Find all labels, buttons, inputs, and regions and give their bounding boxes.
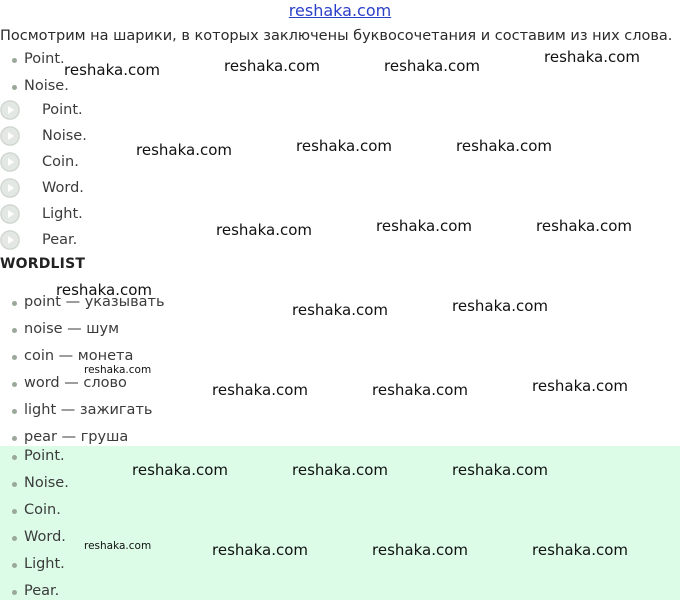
list-item-label: Point. [24, 51, 65, 67]
wordlist-item-label: word — слово [24, 375, 127, 391]
watermark: reshaka.com [56, 281, 152, 299]
audio-item [0, 97, 87, 123]
wordlist-item-label: coin — монета [24, 348, 134, 364]
bullet-dot-icon [12, 482, 17, 487]
watermark: reshaka.com [224, 57, 320, 75]
audio-word-list [0, 97, 87, 253]
bullet-dot-icon [12, 536, 17, 541]
bullet-dot-icon [12, 355, 17, 360]
watermark: reshaka.com [292, 301, 388, 319]
wordlist-item-label: light — зажигать [24, 402, 153, 418]
answer-item [0, 497, 69, 524]
answer-item-label: Coin. [24, 502, 61, 518]
play-icon[interactable] [0, 178, 20, 198]
audio-item [0, 123, 87, 149]
watermark: reshaka.com [376, 217, 472, 235]
bullet-dot-icon [12, 590, 17, 595]
bullet-dot-icon [12, 409, 17, 414]
answer-item-label: Pear. [24, 583, 60, 599]
audio-item-label: Coin. [42, 154, 79, 170]
watermark: reshaka.com [372, 541, 468, 559]
answer-item-label: Point. [24, 448, 65, 464]
list-item-label: Noise. [24, 78, 69, 94]
audio-item-label: Noise. [42, 128, 87, 144]
wordlist-item-label: point — указывать [24, 294, 165, 310]
watermark: reshaka.com [212, 381, 308, 399]
bullet-dot-icon [12, 58, 17, 63]
watermark: reshaka.com [544, 48, 640, 66]
wordlist-item-label: noise — шум [24, 321, 120, 337]
audio-item-label: Word. [42, 180, 84, 196]
watermark: reshaka.com [456, 137, 552, 155]
answer-item-label: Noise. [24, 475, 69, 491]
audio-item-label: Point. [42, 102, 83, 118]
intro-text: Посмотрим на шарики, в которых заключены буквосочетания и составим из них слова. [0, 28, 673, 44]
watermark: reshaka.com [532, 541, 628, 559]
audio-item [0, 227, 87, 253]
watermark: reshaka.com [292, 461, 388, 479]
wordlist-item [0, 316, 165, 343]
watermark: reshaka.com [452, 461, 548, 479]
answer-item [0, 578, 69, 605]
watermark: reshaka.com [132, 461, 228, 479]
watermark: reshaka.com [384, 57, 480, 75]
bullet-dot-icon [12, 328, 17, 333]
audio-item-label: Pear. [42, 232, 78, 248]
bullet-dot-icon [12, 509, 17, 514]
list-item [0, 46, 69, 73]
list-item [0, 73, 69, 100]
bullet-dot-icon [12, 455, 17, 460]
answer-item [0, 524, 69, 551]
watermark: reshaka.com [212, 541, 308, 559]
top-word-list [0, 46, 69, 100]
audio-item-label: Light. [42, 206, 83, 222]
watermark: reshaka.com [136, 141, 232, 159]
answer-item [0, 470, 69, 497]
answer-item-label: Light. [24, 556, 65, 572]
watermark: reshaka.com [372, 381, 468, 399]
audio-item [0, 201, 87, 227]
watermark: reshaka.com [452, 297, 548, 315]
answer-item [0, 443, 69, 470]
play-icon[interactable] [0, 126, 20, 146]
bullet-dot-icon [12, 382, 17, 387]
watermark: reshaka.com [64, 61, 160, 79]
play-icon[interactable] [0, 152, 20, 172]
play-icon[interactable] [0, 204, 20, 224]
watermark: reshaka.com [84, 540, 152, 552]
answer-item-label: Word. [24, 529, 66, 545]
answer-list [0, 443, 69, 605]
watermark: reshaka.com [536, 217, 632, 235]
bullet-dot-icon [12, 436, 17, 441]
watermark: reshaka.com [84, 364, 152, 376]
bullet-dot-icon [12, 563, 17, 568]
wordlist-item-label: pear — груша [24, 429, 129, 445]
answer-item [0, 551, 69, 578]
bullet-dot-icon [12, 85, 17, 90]
wordlist-title: WORDLIST [0, 256, 86, 272]
play-icon[interactable] [0, 230, 20, 250]
audio-item [0, 175, 87, 201]
watermark: reshaka.com [296, 137, 392, 155]
site-link[interactable]: reshaka.com [288, 1, 392, 20]
watermark: reshaka.com [532, 377, 628, 395]
bullet-dot-icon [12, 301, 17, 306]
play-icon[interactable] [0, 100, 20, 120]
audio-item [0, 149, 87, 175]
watermark: reshaka.com [216, 221, 312, 239]
wordlist-item [0, 397, 165, 424]
